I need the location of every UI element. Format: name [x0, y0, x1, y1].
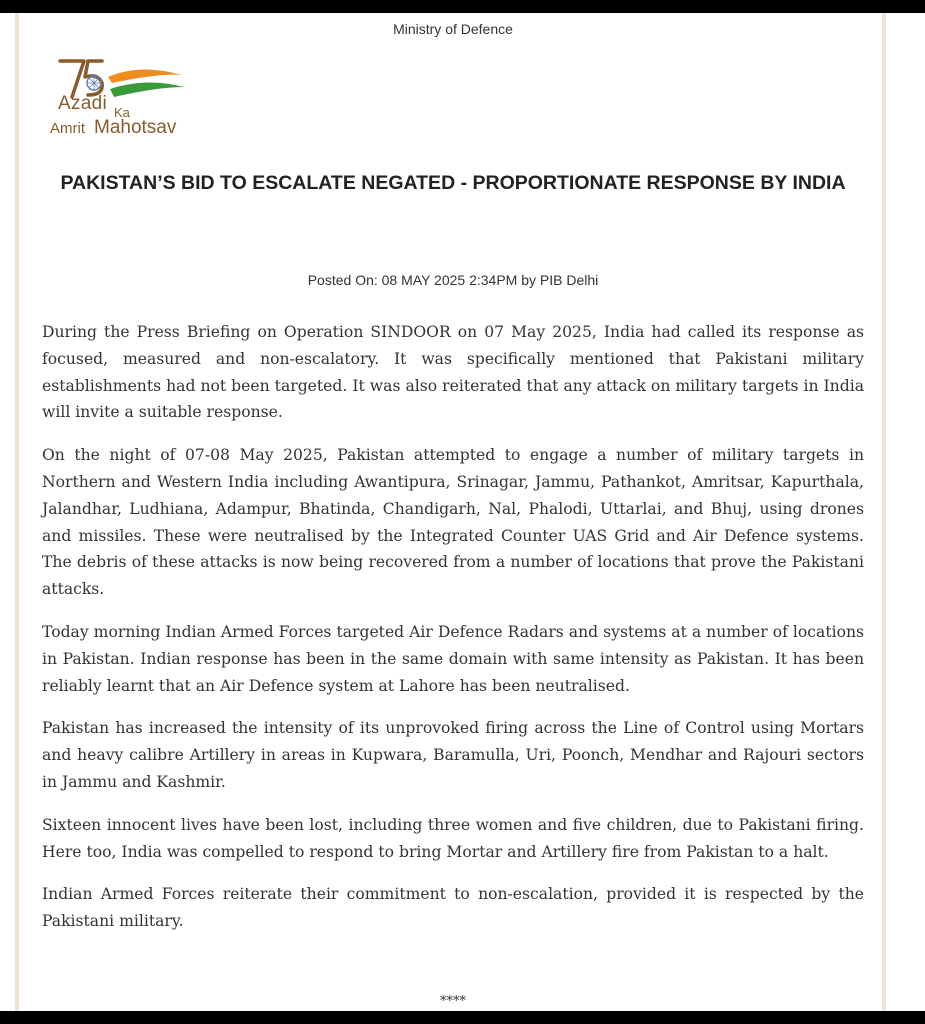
ministry-name: Ministry of Defence — [393, 21, 513, 37]
posted-on-line: Posted On: 08 MAY 2025 2:34PM by PIB Delhi — [307, 272, 599, 288]
body-paragraph: On the night of 07-08 May 2025, Pakistan attempted to engage a number of military targets in Northern and Western India including Awantipura, Srinagar, Jammu, Pathankot, Amritsar, Kapurthala, Jalandhar, Ludhiana, Adampur, Bhatinda, Chandigarh, Nal, Phalodi, Uttarlai, and Bhuj, using drones and missiles. These were neutralised by the Integrated Counter UAS Grid and Air Defence systems. The debris of these attacks is now being recovered from a number of locations that prove the Pakistani attacks. — [42, 446, 864, 599]
body-paragraph: Sixteen innocent lives have been lost, including three women and five children, due to Pakistani firing. Here too, India was compelled to respond to bring Mortar and Artillery fire from Pakistan to a halt. — [42, 815, 864, 861]
press-release-body — [42, 319, 864, 951]
logo-text-azadi: Azadi — [58, 93, 108, 114]
press-release-page — [0, 13, 925, 1011]
body-paragraph: Pakistan has increased the intensity of its unprovoked firing across the Line of Control using Mortars and heavy calibre Artillery in areas in Kupwara, Baramulla, Uri, Poonch, Mendhar and Rajouri sectors in Jammu and Kashmir. — [42, 719, 864, 791]
azadi-ka-amrit-mahotsav-logo — [50, 47, 230, 147]
page-border-left — [15, 13, 19, 1011]
body-paragraph: During the Press Briefing on Operation SINDOOR on 07 May 2025, India had called its response as focused, measured and non-escalatory. It was specifically mentioned that Pakistani military establishments had not been targeted. It was also reiterated that any attack on military targets in India will invite a suitable response. — [42, 323, 864, 422]
logo-text-mahotsav: Mahotsav — [94, 117, 177, 138]
press-release-title: PAKISTAN’S BID TO ESCALATE NEGATED - PROPORTIONATE RESPONSE BY INDIA — [60, 172, 846, 194]
body-paragraph: Today morning Indian Armed Forces targeted Air Defence Radars and systems at a number of locations in Pakistan. Indian response has been in the same domain with same intensity as Pakistan. It has been reliably learnt that an Air Defence system at Lahore has been neutralised. — [42, 622, 864, 695]
body-paragraph: Indian Armed Forces reiterate their commitment to non-escalation, provided it is respected by the Pakistani military. — [42, 885, 864, 931]
logo-text-ka: Ka — [114, 105, 130, 120]
end-mark: **** — [440, 994, 466, 1009]
page-border-right — [882, 13, 886, 1011]
logo-text-amrit: Amrit — [50, 120, 85, 137]
